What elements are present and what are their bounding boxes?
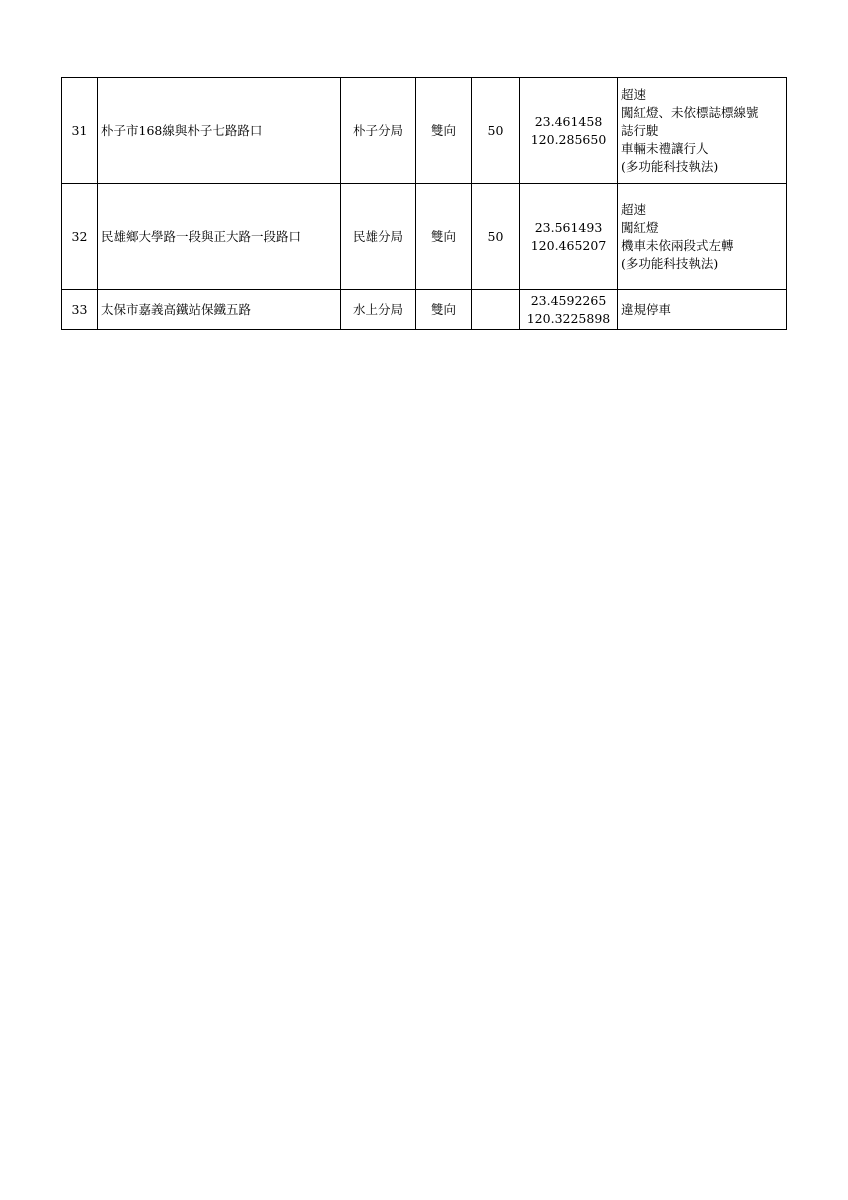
violation-item: 違規停車 (621, 301, 672, 317)
speed-limit-cell (472, 290, 520, 330)
direction-cell: 雙向 (416, 78, 472, 184)
violation-item: 誌行駛 (621, 122, 659, 138)
latitude: 23.561493 (534, 219, 603, 235)
longitude: 120.465207 (530, 237, 607, 253)
latitude: 23.4592265 (530, 292, 607, 308)
row-number: 33 (62, 290, 98, 330)
coordinates-cell (520, 290, 618, 330)
violation-item: 車輛未禮讓行人 (621, 140, 709, 156)
violation-item: (多功能科技執法) (621, 255, 719, 271)
violation-item: 闖紅燈 (621, 219, 659, 235)
speed-limit-cell: 50 (472, 184, 520, 290)
violation-item: 超速 (621, 86, 647, 102)
row-number: 31 (62, 78, 98, 184)
location-cell: 朴子市168線與朴子七路路口 (98, 78, 341, 184)
direction-cell: 雙向 (416, 290, 472, 330)
violation-item: (多功能科技執法) (621, 158, 719, 174)
location-cell: 太保市嘉義高鐵站保鐵五路 (98, 290, 341, 330)
table-row (62, 78, 787, 184)
police-unit-cell: 民雄分局 (341, 184, 416, 290)
violation-items-cell (618, 290, 787, 330)
longitude: 120.3225898 (526, 310, 611, 326)
coordinates-cell (520, 184, 618, 290)
violation-items-cell (618, 184, 787, 290)
latitude: 23.461458 (534, 113, 603, 129)
police-unit-cell: 朴子分局 (341, 78, 416, 184)
table-row (62, 184, 787, 290)
enforcement-location-table (61, 77, 787, 330)
speed-limit-cell: 50 (472, 78, 520, 184)
row-number: 32 (62, 184, 98, 290)
violation-items-cell (618, 78, 787, 184)
violation-item: 機車未依兩段式左轉 (621, 237, 734, 253)
violation-item: 闖紅燈、未依標誌標線號 (621, 104, 759, 120)
longitude: 120.285650 (530, 131, 607, 147)
coordinates-cell (520, 78, 618, 184)
violation-item: 超速 (621, 201, 647, 217)
police-unit-cell: 水上分局 (341, 290, 416, 330)
location-cell: 民雄鄉大學路一段與正大路一段路口 (98, 184, 341, 290)
table-row (62, 290, 787, 330)
direction-cell: 雙向 (416, 184, 472, 290)
